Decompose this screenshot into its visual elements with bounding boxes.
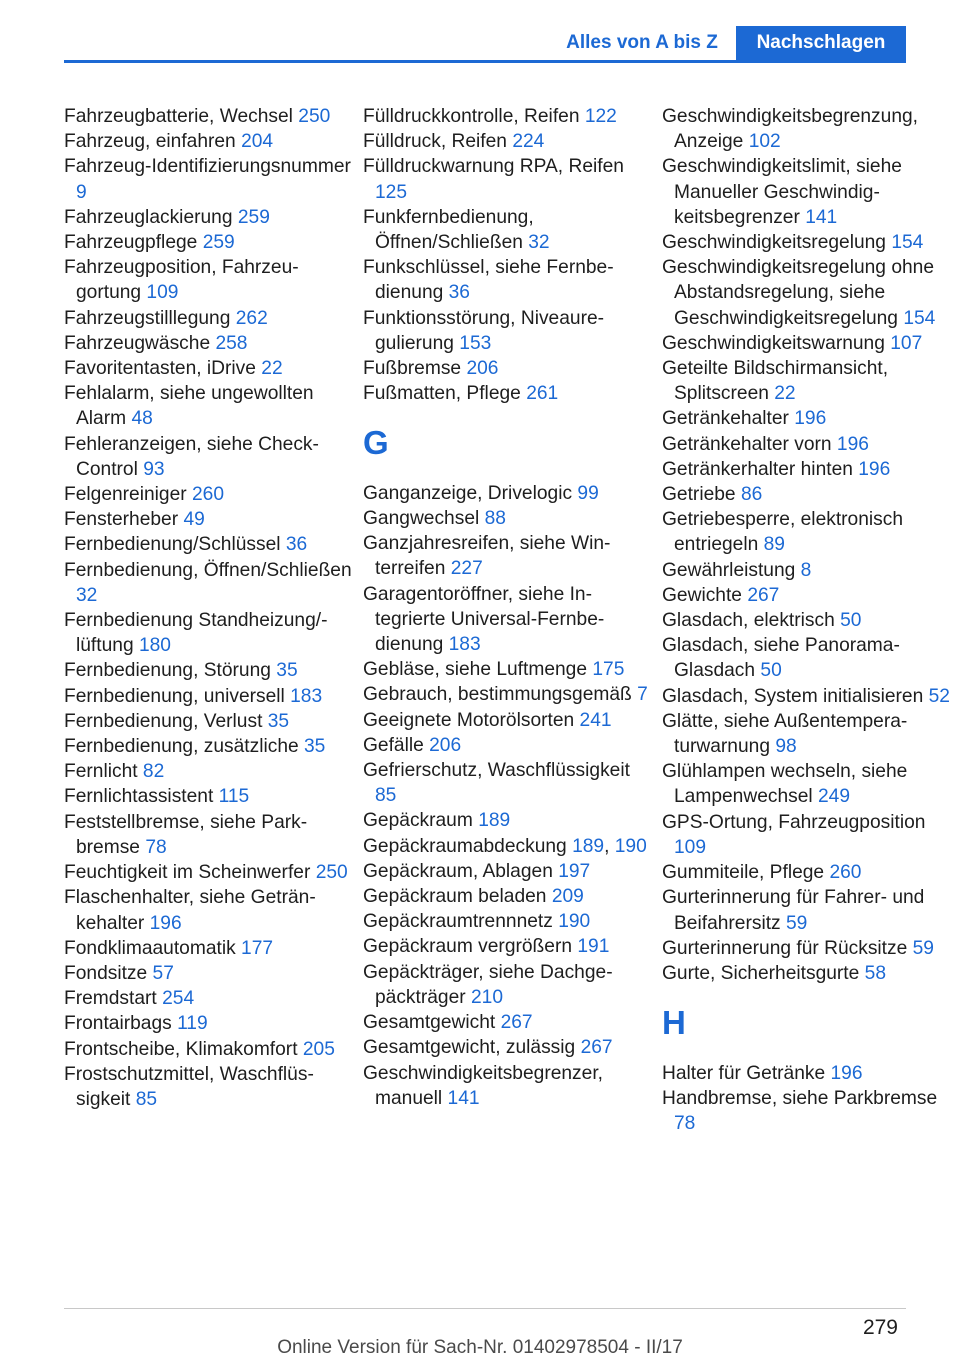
index-entry [363, 582, 655, 658]
index-entry [363, 859, 655, 884]
index-entry [64, 154, 356, 204]
index-term: Fahrzeug-Identifizierungsnummer [64, 156, 351, 178]
index-term: Getriebesperre, elektronisch entriegeln [662, 509, 904, 556]
page-reference-link[interactable]: 122 [584, 106, 617, 127]
page-reference-link[interactable]: 224 [512, 131, 545, 153]
index-term: Gebläse, siehe Luftmenge [363, 659, 588, 681]
page-reference-link[interactable]: 227 [450, 558, 483, 580]
index-term: Gepäckraum beladen [363, 886, 547, 908]
page-reference-link[interactable]: 210 [471, 986, 504, 1008]
index-entry [64, 331, 356, 356]
index-entry [363, 708, 655, 733]
index-term: Fahrzeug, einfahren [64, 131, 236, 153]
page-reference-link[interactable]: 154 [903, 307, 936, 329]
index-entry [64, 129, 356, 154]
index-term: Geeignete Motorölsorten [363, 709, 575, 731]
index-entry [363, 909, 655, 934]
index-term: Glasdach, siehe Panorama-Glasdach [662, 635, 900, 682]
index-term: Fondsitze [64, 962, 148, 984]
page-number: 279 [862, 1316, 898, 1339]
index-entry [662, 356, 958, 406]
page-reference-link[interactable]: 196 [836, 433, 869, 455]
index-term: Gepäckraum vergrößern [363, 936, 573, 958]
index-term: Getränkerhalter hinten [662, 458, 853, 480]
page-reference-link[interactable]: 50 [760, 660, 782, 682]
index-entry [363, 808, 655, 833]
index-term: Geschwindigkeitswarnung [662, 332, 885, 354]
index-entry [64, 306, 356, 331]
index-term: Fernbedienung, zusätzliche [64, 736, 299, 758]
index-column-2 [363, 104, 655, 1111]
page-reference-link[interactable]: 258 [215, 332, 248, 354]
index-term: Handbremse, siehe Parkbremse [662, 1087, 938, 1109]
index-entry [662, 331, 958, 356]
index-entry [662, 104, 958, 154]
index-entry [64, 759, 356, 784]
index-term: Fahrzeugpflege [64, 232, 198, 254]
index-entry [662, 154, 958, 230]
index-entry [64, 507, 356, 532]
page-reference-link[interactable]: 204 [241, 131, 274, 153]
page-reference-link[interactable]: 115 [218, 786, 250, 808]
index-entry [363, 682, 655, 707]
index-term: Frontscheibe, Klimakomfort [64, 1038, 298, 1060]
page-reference-link[interactable]: 109 [674, 836, 707, 858]
page-reference-link[interactable]: 154 [891, 232, 924, 254]
index-entry [64, 1062, 356, 1112]
page-reference-link[interactable]: 250 [298, 106, 331, 127]
page-reference-link[interactable]: 197 [558, 860, 591, 882]
page-reference-link[interactable]: 177 [241, 937, 274, 959]
page-reference-link[interactable]: 9 [76, 181, 87, 203]
page-reference-link[interactable]: 49 [183, 509, 205, 531]
index-entry [662, 255, 958, 331]
header-rule [64, 60, 906, 63]
index-entry [64, 482, 356, 507]
index-term: Gepäckraum [363, 810, 473, 832]
index-entry [64, 986, 356, 1011]
index-term: Geschwindigkeitsregelung [662, 232, 886, 254]
index-entry [363, 884, 655, 909]
index-entry [64, 532, 356, 557]
page-reference-link[interactable]: 249 [818, 786, 851, 808]
index-entry [363, 205, 655, 255]
index-term: Fensterheber [64, 509, 179, 531]
index-term: Getriebe [662, 484, 736, 506]
page-reference-link[interactable]: 267 [580, 1037, 613, 1059]
index-entry [363, 934, 655, 959]
index-entry [662, 936, 958, 961]
page-reference-link[interactable]: 250 [315, 862, 348, 884]
index-entry [363, 506, 655, 531]
index-term: Glätte, siehe Außentemperaturwarnung [662, 710, 908, 758]
index-term: Geschwindigkeitslimit, siehe Manueller Geschwindigkeitsbegrenzer [662, 156, 902, 228]
index-entry [64, 961, 356, 986]
index-entry [64, 1037, 356, 1062]
index-entry [363, 306, 655, 356]
index-term: Fußbremse [363, 358, 462, 380]
index-term: Fahrzeugbatterie, Wechsel [64, 106, 293, 127]
index-letter-heading: G [363, 424, 389, 462]
index-column-1 [64, 104, 356, 1112]
index-entry [662, 1086, 958, 1136]
index-term: Gurte, Sicherheitsgurte [662, 962, 860, 984]
page-reference-link[interactable]: 32 [76, 584, 98, 606]
page-reference-link[interactable]: 189 [478, 810, 511, 832]
index-term: Fremdstart [64, 988, 157, 1010]
index-term: Fondklimaautomatik [64, 937, 236, 959]
index-entry: Gepäckraumabdeckung 189, 190 [363, 835, 647, 857]
index-entry [363, 255, 655, 305]
index-term: Fülldruckwarnung RPA, Reifen [363, 156, 624, 178]
index-entry [64, 1011, 356, 1036]
page-reference-link[interactable]: 196 [794, 408, 827, 430]
index-entry [363, 481, 655, 506]
page-reference-link[interactable]: 261 [526, 383, 559, 405]
page-header [0, 0, 960, 62]
page-reference-link[interactable]: 259 [202, 232, 235, 254]
page-reference-link[interactable]: 22 [774, 383, 796, 405]
page-reference-link[interactable]: 89 [763, 534, 785, 556]
index-entry [64, 432, 356, 482]
index-entry [662, 633, 958, 683]
page-reference-link[interactable]: 7 [637, 684, 648, 706]
index-term: Fehleranzeigen, siehe Check-Control [64, 433, 319, 480]
page-reference-link[interactable]: 102 [748, 131, 781, 153]
page-reference-link[interactable]: 180 [138, 635, 171, 657]
index-term: Gefälle [363, 734, 424, 756]
index-term: Geschwindigkeitsbegrenzung, Anzeige [662, 106, 918, 153]
index-entry [64, 558, 356, 608]
index-term: Gesamtgewicht [363, 1012, 496, 1034]
index-term: Favoritentasten, iDrive [64, 358, 256, 380]
index-entry [363, 531, 655, 581]
index-entry [662, 507, 958, 557]
index-entry [662, 759, 958, 809]
page-reference-link[interactable]: 86 [740, 484, 763, 506]
index-term: Gangwechsel [363, 508, 480, 530]
page-reference-link[interactable]: 98 [775, 736, 797, 758]
index-term: Fernbedienung/Schlüssel [64, 534, 281, 556]
page-reference-link[interactable]: 175 [592, 659, 625, 681]
page-reference-link[interactable]: 35 [304, 736, 326, 758]
index-term: Funkschlüssel, siehe Fernbedienung [363, 257, 614, 304]
page-reference-link[interactable]: 22 [261, 358, 283, 380]
index-term: Fernlichtassistent [64, 786, 214, 808]
page-reference-link[interactable]: 48 [131, 408, 153, 430]
index-entry [64, 205, 356, 230]
page-reference-link[interactable]: 82 [142, 761, 165, 783]
page-reference-link[interactable]: 119 [177, 1013, 208, 1035]
index-entry [363, 657, 655, 682]
index-term: Gepäckraum, Ablagen [363, 860, 553, 882]
index-term: Gurterinnerung für Rücksitze [662, 937, 908, 959]
index-entry [662, 684, 958, 709]
page-reference-link[interactable]: 190 [558, 911, 591, 933]
index-term: Geschwindigkeitsbegrenzer, manuell [363, 1062, 603, 1109]
index-term: Fülldruckkontrolle, Reifen [363, 106, 580, 127]
chapter-tab[interactable]: Nachschlagen [736, 26, 906, 60]
index-term: Gurterinnerung für Fahrer- und Beifahrersitz [662, 887, 925, 934]
page-reference-link[interactable]: 50 [840, 610, 862, 632]
index-term: Gepäckträger, siehe Dachgepäckträger [363, 961, 613, 1008]
index-term: Gepäckraumabdeckung [363, 835, 567, 857]
index-term: Halter für Getränke [662, 1062, 826, 1084]
page-reference-link[interactable]: 52 [928, 685, 950, 707]
page-reference-link[interactable]: 125 [375, 181, 408, 203]
index-term: Geschwindigkeitsregelung ohne Abstandsregelung, siehe Geschwindigkeitsregelung [662, 257, 934, 329]
page-reference-link[interactable]: 58 [864, 962, 886, 984]
index-term: Gebrauch, bestimmungsgemäß [363, 684, 632, 706]
page-reference-link[interactable]: 99 [577, 482, 599, 504]
index-entry [363, 356, 655, 381]
index-entry [64, 860, 356, 885]
page-reference-link[interactable]: 267 [747, 584, 780, 606]
index-term: Getränkehalter vorn [662, 433, 832, 455]
index-entry [363, 1035, 655, 1060]
page-reference-link[interactable]: 36 [285, 534, 308, 556]
index-entry [64, 810, 356, 860]
index-entry [64, 104, 356, 129]
page-reference-link[interactable]: 153 [459, 332, 492, 354]
page-reference-link[interactable]: 85 [135, 1088, 158, 1110]
page-reference-link[interactable]: 35 [267, 710, 290, 732]
index-entry [64, 381, 356, 431]
page-reference-link[interactable]: 78 [145, 836, 167, 858]
index-entry [64, 658, 356, 683]
index-term: Fülldruck, Reifen [363, 131, 507, 153]
index-entry [64, 356, 356, 381]
index-term: Fernbedienung, Öffnen/Schließen [64, 559, 352, 581]
index-term: Ganganzeige, Drivelogic [363, 482, 573, 504]
page-reference-link[interactable]: 78 [674, 1112, 696, 1134]
page-reference-link[interactable]: 196 [858, 458, 891, 480]
index-entry [662, 709, 958, 759]
index-entry [363, 129, 655, 154]
index-term: Gesamtgewicht, zulässig [363, 1037, 576, 1059]
index-term: Geteilte Bildschirmansicht, Splitscreen [662, 358, 889, 405]
index-entry [662, 583, 958, 608]
page-reference-link[interactable]: 57 [152, 962, 174, 984]
index-entry [662, 810, 958, 860]
index-term: Fußmatten, Pflege [363, 383, 521, 405]
index-entry [662, 961, 958, 986]
footer-rule [64, 1308, 906, 1309]
index-term: Feuchtigkeit im Scheinwerfer [64, 862, 311, 884]
index-entry [363, 1010, 655, 1035]
page-reference-link[interactable]: 267 [500, 1012, 533, 1034]
index-term: Fernlicht [64, 761, 138, 783]
page-reference-link[interactable]: 59 [912, 937, 934, 959]
index-entry [662, 406, 958, 431]
index-term: Fahrzeugwäsche [64, 332, 211, 354]
page-reference-link[interactable]: 59 [785, 912, 808, 934]
index-term: Frontairbags [64, 1013, 172, 1035]
index-entry [64, 936, 356, 961]
index-entry [662, 860, 958, 885]
index-entry [662, 230, 958, 255]
index-term: Fernbedienung, universell [64, 685, 285, 707]
index-term: Ganzjahresreifen, siehe Winterreifen [363, 533, 611, 580]
index-term: Gefrierschutz, Waschflüssigkeit [363, 760, 630, 782]
page-reference-link[interactable]: 190 [614, 835, 647, 857]
index-entry [64, 709, 356, 734]
page-reference-link[interactable]: 205 [302, 1038, 335, 1060]
page-reference-link[interactable]: 241 [579, 709, 612, 731]
index-entry [662, 457, 958, 482]
index-entry [363, 104, 655, 129]
page-reference-link[interactable]: 93 [143, 458, 165, 480]
index-term: Gewichte [662, 584, 742, 606]
index-term: Fernbedienung, Verlust [64, 710, 263, 732]
section-tab[interactable]: Alles von A bis Z [548, 26, 736, 60]
index-entry [662, 482, 958, 507]
index-term: Funktionsstörung, Niveauregulierung [363, 307, 605, 354]
index-entry [363, 758, 655, 808]
page-reference-link[interactable]: 191 [577, 936, 610, 958]
index-entry [662, 558, 958, 583]
page-reference-link[interactable]: 206 [429, 734, 462, 756]
index-term: Gepäckraumtrennnetz [363, 911, 553, 933]
index-term: Funkfernbedienung, Öffnen/Schließen [363, 206, 534, 254]
index-term: Flaschenhalter, siehe Getränkehalter [64, 887, 316, 934]
page-reference-link[interactable]: 196 [149, 912, 182, 934]
index-entry [64, 885, 356, 935]
index-term: Fahrzeugposition, Fahrzeugortung [64, 257, 299, 304]
index-entry [64, 784, 356, 809]
index-entry [662, 1061, 958, 1086]
index-column-3 [662, 104, 958, 1136]
index-term: Glasdach, System initialisieren [662, 685, 924, 707]
page-reference-link[interactable]: 183 [290, 685, 323, 707]
index-entry [363, 154, 655, 204]
index-term: Garagentoröffner, siehe Integrierte Universal-Fernbedienung [363, 583, 605, 656]
page-reference-link[interactable]: 109 [146, 282, 179, 304]
index-entry [64, 684, 356, 709]
page-reference-link[interactable]: 196 [830, 1062, 863, 1084]
page-reference-link[interactable]: 189 [572, 835, 605, 857]
online-version-note: Online Version für Sach-Nr. 01402978504 - II/17 [277, 1337, 683, 1358]
index-entry [363, 381, 655, 406]
page-reference-link[interactable]: 141 [447, 1087, 480, 1109]
page-reference-link[interactable]: 88 [484, 508, 506, 530]
index-term: Gewährleistung [662, 559, 796, 581]
index-term: Fehlalarm, siehe ungewollten Alarm [64, 383, 314, 430]
index-entry [363, 1061, 655, 1111]
page-reference-link[interactable]: 8 [800, 559, 812, 581]
index-entry [64, 608, 356, 658]
index-entry [363, 733, 655, 758]
index-term: Feststellbremse, siehe Parkbremse [64, 811, 308, 858]
index-term: Felgenreiniger [64, 484, 187, 506]
index-term: GPS-Ortung, Fahrzeugposition [662, 811, 926, 833]
page-reference-link[interactable]: 209 [551, 886, 584, 908]
page-reference-link[interactable]: 206 [466, 358, 499, 380]
page-reference-link[interactable]: 32 [528, 232, 550, 254]
index-term: Fernbedienung Standheizung/-lüftung [64, 610, 328, 657]
index-entry [662, 608, 958, 633]
index-entry [363, 960, 655, 1010]
page-reference-link[interactable]: 35 [276, 660, 298, 682]
page-reference-link[interactable]: 107 [890, 332, 923, 354]
page-reference-link[interactable]: 85 [375, 785, 397, 807]
index-term: Fernbedienung, Störung [64, 660, 271, 682]
index-entry [662, 885, 958, 935]
index-entry [64, 230, 356, 255]
index-entry [662, 432, 958, 457]
index-entry [64, 255, 356, 305]
index-term: Glühlampen wechseln, siehe Lampenwechsel [662, 761, 908, 808]
page-reference-link[interactable]: 260 [192, 484, 225, 506]
index-term: Fahrzeugstilllegung [64, 307, 231, 329]
page-reference-link[interactable]: 254 [162, 988, 195, 1010]
index-term: Glasdach, elektrisch [662, 610, 835, 632]
page-reference-link[interactable]: 259 [237, 206, 270, 228]
page-reference-link[interactable]: 262 [235, 307, 268, 329]
page-reference-link[interactable]: 183 [448, 634, 481, 656]
index-entry [64, 734, 356, 759]
index-term: Fahrzeuglackierung [64, 206, 233, 228]
index-letter-heading: H [662, 1004, 686, 1042]
page-reference-link[interactable]: 36 [448, 282, 470, 304]
page-reference-link[interactable]: 260 [829, 862, 862, 884]
index-term: Gummiteile, Pflege [662, 862, 825, 884]
page-reference-link[interactable]: 141 [805, 206, 838, 228]
index-term: Getränkehalter [662, 408, 789, 430]
index-term: Frostschutzmittel, Waschflüssigkeit [64, 1063, 314, 1110]
